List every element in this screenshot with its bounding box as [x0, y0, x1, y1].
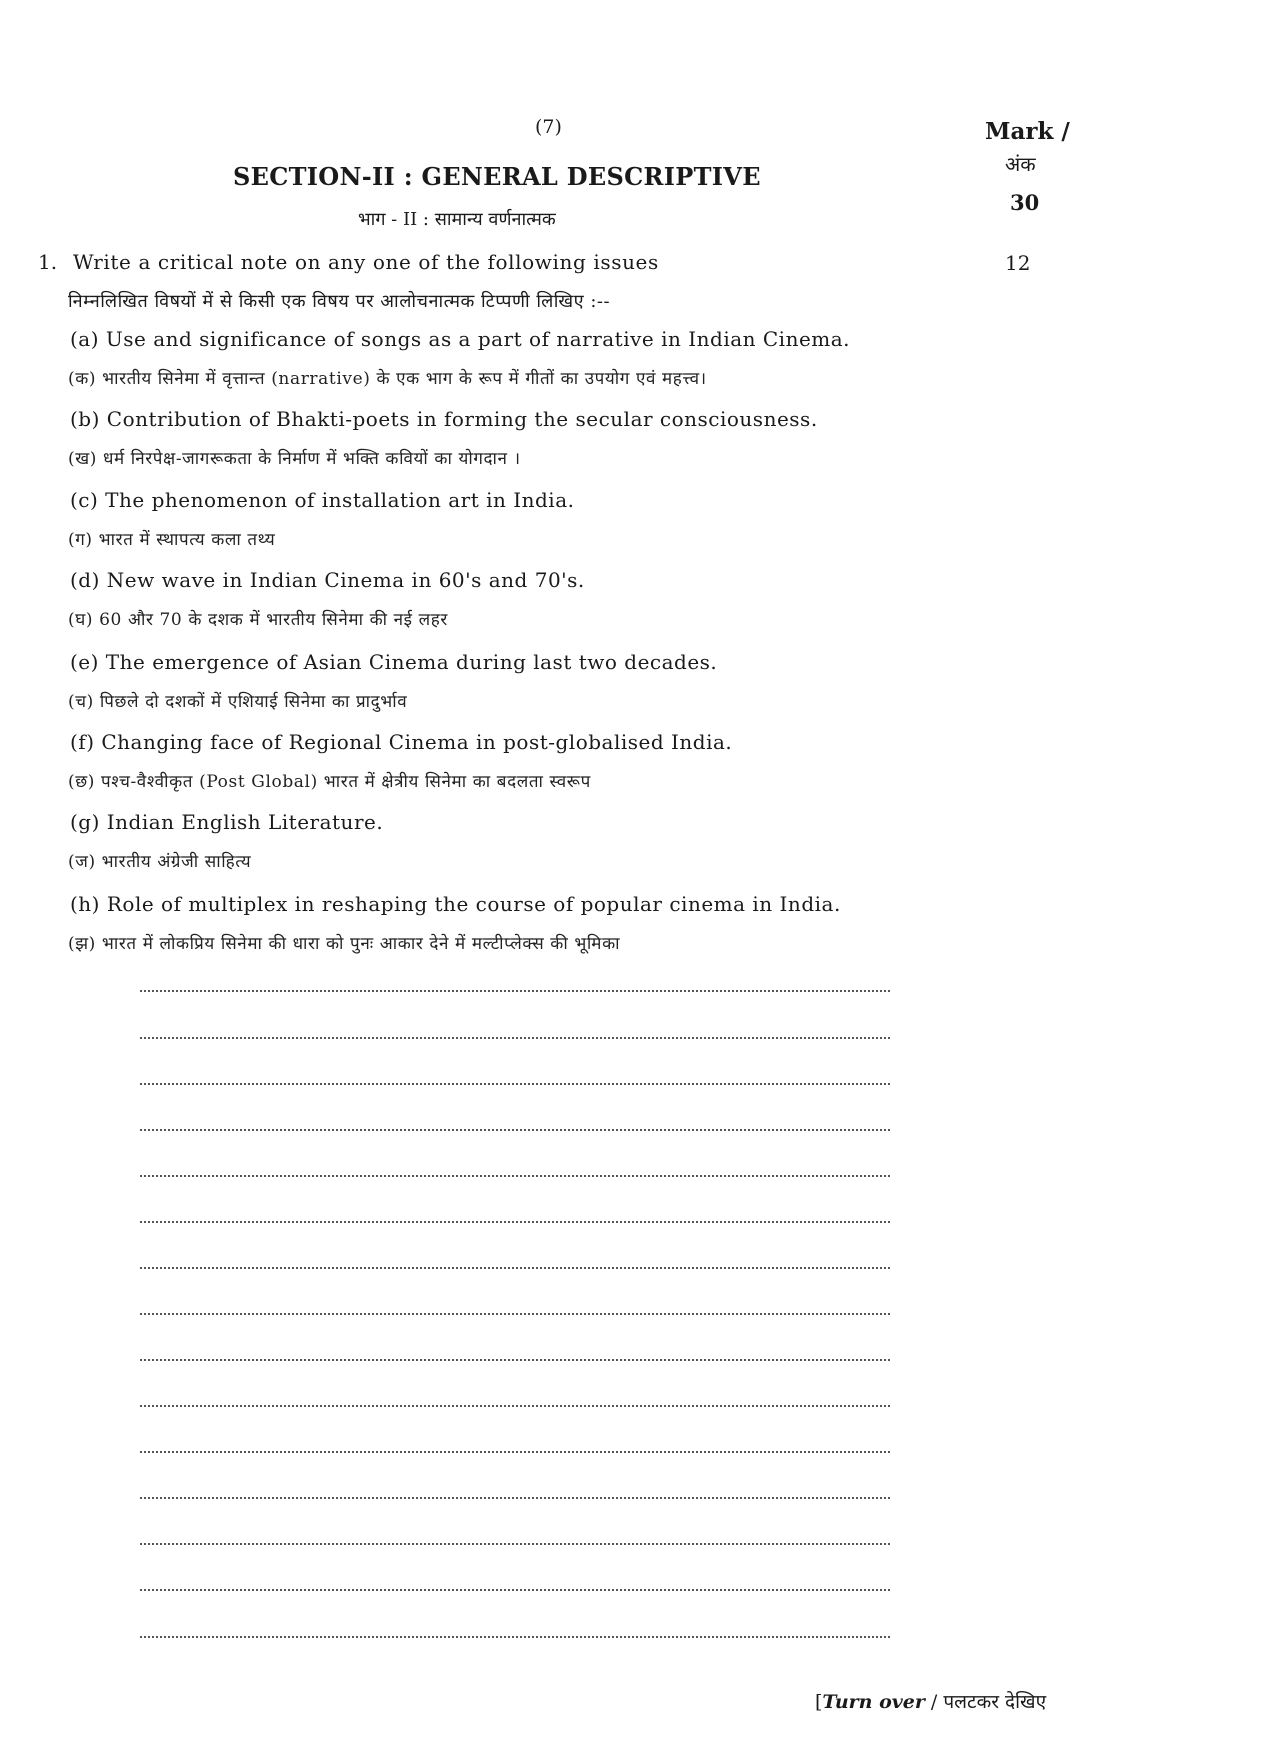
option-f-hindi: (छ) पश्च-वैश्वीकृत (Post Global) भारत में क्षेत्रीय सिनेमा का बदलता स्वरूप [68, 772, 591, 792]
answer-line[interactable] [140, 1543, 890, 1545]
answer-line[interactable] [140, 1083, 890, 1085]
answer-line[interactable] [140, 1175, 890, 1177]
option-c-english: (c) The phenomenon of installation art in India. [70, 488, 575, 512]
answer-line[interactable] [140, 1497, 890, 1499]
option-g-english: (g) Indian English Literature. [70, 810, 384, 834]
answer-line[interactable] [140, 1129, 890, 1131]
question-text-hindi: निम्नलिखित विषयों में से किसी एक विषय पर आलोचनात्मक टिप्पणी लिखिए :-- [68, 291, 611, 312]
answer-line[interactable] [140, 1037, 890, 1039]
answer-line[interactable] [140, 1636, 890, 1638]
option-b-english: (b) Contribution of Bhakti-poets in forming the secular consciousness. [70, 407, 818, 431]
option-c-hindi: (ग) भारत में स्थापत्य कला तथ्य [68, 530, 276, 550]
section-title-hindi: भाग - II : सामान्य वर्णनात्मक [358, 209, 556, 230]
option-h-english: (h) Role of multiplex in reshaping the course of popular cinema in India. [70, 892, 841, 916]
page-number: (7) [535, 116, 562, 138]
option-e-english: (e) The emergence of Asian Cinema during last two decades. [70, 650, 718, 674]
option-b-hindi: (ख) धर्म निरपेक्ष-जागरूकता के निर्माण में भक्ति कवियों का योगदान । [68, 449, 521, 469]
option-d-english: (d) New wave in Indian Cinema in 60's and 70's. [70, 568, 585, 592]
footer-bracket: [ [815, 1691, 823, 1713]
option-d-hindi: (घ) 60 और 70 के दशक में भारतीय सिनेमा की नई लहर [68, 610, 448, 630]
turn-over-label: Turn over [822, 1691, 925, 1713]
question-marks: 12 [1005, 251, 1031, 275]
answer-line[interactable] [140, 1589, 890, 1591]
option-f-english: (f) Changing face of Regional Cinema in post-globalised India. [70, 730, 733, 754]
answer-line[interactable] [140, 1267, 890, 1269]
answer-line[interactable] [140, 1359, 890, 1361]
answer-line[interactable] [140, 990, 890, 992]
section-title: SECTION-II : GENERAL DESCRIPTIVE [233, 162, 761, 191]
answer-line[interactable] [140, 1221, 890, 1223]
footer-separator: / [924, 1691, 944, 1713]
option-g-hindi: (ज) भारतीय अंग्रेजी साहित्य [68, 852, 252, 872]
option-e-hindi: (च) पिछले दो दशकों में एशियाई सिनेमा का प्रादुर्भाव [68, 692, 408, 712]
answer-line[interactable] [140, 1451, 890, 1453]
answer-line[interactable] [140, 1313, 890, 1315]
answer-line[interactable] [140, 1405, 890, 1407]
section-total-marks: 30 [1010, 190, 1040, 215]
turn-over-note [815, 1688, 1046, 1714]
option-a-hindi: (क) भारतीय सिनेमा में वृत्तान्त (narrative) के एक भाग के रूप में गीतों का उपयोग एवं महत्त्व। [68, 369, 707, 389]
option-h-hindi: (झ) भारत में लोकप्रिय सिनेमा की धारा को पुनः आकार देने में मल्टीप्लेक्स की भूमिका [68, 934, 621, 954]
option-a-english: (a) Use and significance of songs as a part of narrative in Indian Cinema. [70, 327, 851, 351]
question-number: 1. [38, 250, 58, 274]
question-text: Write a critical note on any one of the following issues [73, 250, 659, 274]
turn-over-label-hindi: पलटकर देखिए [943, 1691, 1047, 1713]
mark-label: Mark / [985, 118, 1070, 145]
mark-label-hindi: अंक [1005, 152, 1036, 176]
